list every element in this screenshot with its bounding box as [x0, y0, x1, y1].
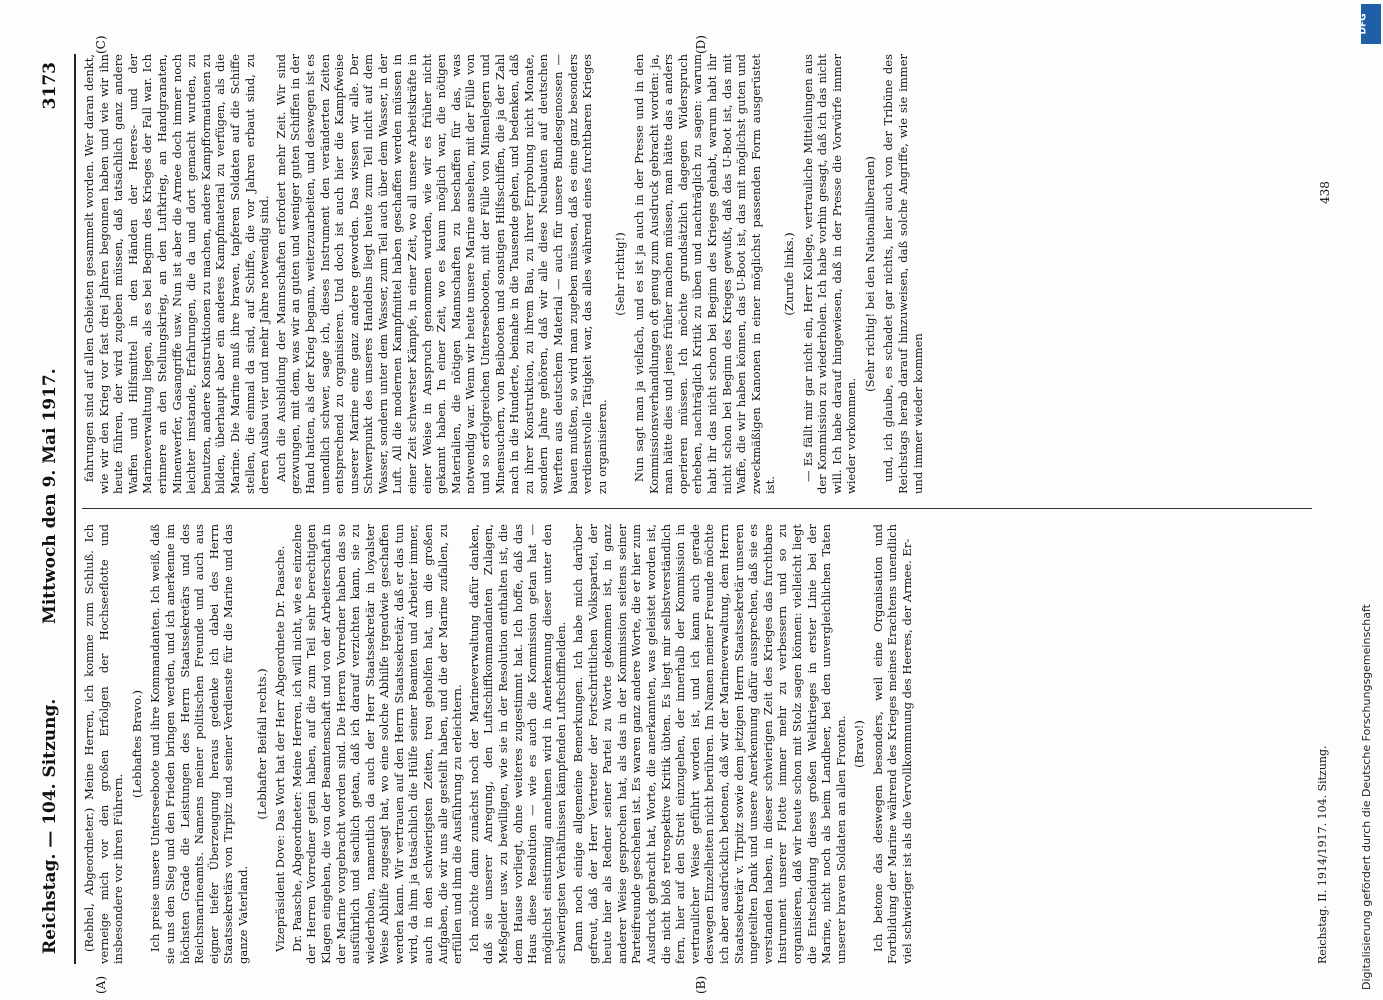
interjection: (Lebhafter Beifall rechts.): [254, 668, 269, 820]
header-left: Reichstag. — 104. Sitzung.: [40, 698, 60, 954]
interjection: (Sehr richtig! bei den Nationalliberalen): [862, 156, 877, 392]
interjection: (Sehr richtig!): [613, 232, 628, 316]
interjection: (Zurufe links.): [781, 232, 796, 316]
paragraph: Vizepräsident Dove: Das Wort hat der Herr Abgeordnete Dr. Paasche.: [273, 545, 288, 952]
paragraph: Auch die Ausbildung der Mannschaften erfordert mehr Zeit. Wir sind gezwungen, mit dem, was wir an guten und weniger guten Schiffen in der Hand hatten, als der Krieg begann, weiterzuarbeiten, und deswegen ist es unendlich schwer, sage ich, dieses Instrument den veränderten Zeiten entsprechend zu organisieren. Und doch ist auch hier die Kampfweise unserer Marine eine ganz andere geworden. Das wissen wir alle. Der Schwerpunkt des unseres Handelns liegt heute zum Teil nicht auf dem Wasser, sondern unter dem Wasser, zum Teil auch über dem Wasser, in der Luft. All die modernen Kampfmittel haben geschaffen werden müssen in einer Zeit schwerster Kämpfe, in einer Zeit, wo all unsere Arbeitskräfte in einer Weise in Anspruch genommen wurden, wie wir es früher nicht gekannt haben. In einer Zeit, wo es kaum möglich war, die nötigen Materialien, die nötigen Mannschaften zu beschaffen für das, was notwendig war. Wenn wir heute unsere Marine ansehen, mit der Fülle von und so erfolgreichen Unterseebooten, mit der Fülle von Minenlegern und Minensuchern, von Beibooten und sonstigen Hilfsschiffen, die ja der Zahl nach in die Hunderte, beinahe in die Tausende gehen, und bedenken, daß zu ihrer Konstruktion, zu ihrem Bau, zu ihrer Erprobung nicht Monate, sondern Jahre gehören, daß wir alle diese Neubauten auf deutschen Werften aus deutschem Material — auch für unsere Bundesgenossen — bauen mußten, so wird man zugeben müssen, daß es eine ganz besonders verdienstvolle Tätigkeit war, das alles während eines furchtbaren Krieges zu organisieren.: [273, 54, 609, 494]
dfg-logo-text: DFG: [1358, 13, 1369, 35]
digitization-credit: Digitalisierung gefördert durch die Deutsche Forschungsgemeinschaft: [1360, 604, 1373, 990]
header-page-number: 3173: [40, 62, 60, 110]
rotated-page: [34, 35, 1334, 994]
dfg-logo: [1358, 4, 1381, 44]
paragraph: fahrungen sind auf allen Gebieten gesammelt worden. Wer daran denkt, wie wir den Krieg vor fast drei Jahren begonnen haben und wie wir ihn heute führen, der wird zugeben müssen, daß tatsächlich ganz andere Waffen und Hilfsmittel in den Händen der Heeres- und der Marineverwaltung liegen, als es bei Beginn des Krieges der Fall war. Ich erinnere an den Stellungskrieg, an den Luftkrieg, an Handgranaten, Minenwerfer, Gasangriffe usw. Nun ist aber die Armee doch immer noch leichter imstande, Erfahrungen, die da und dort gemacht wurden, zu benutzen, andere Konstruktionen zu machen, andere Kampfformationen zu bilden, überhaupt aber ein anderes Kampfmaterial zu verfügen, als die Marine. Die Marine muß ihre braven, tapferen Soldaten auf die Schiffe stellen, die einmal da sind, auf Schiffe, die vor Jahren erbaut sind, zu deren Ausbau vier und mehr Jahre notwendig sind.: [82, 54, 272, 494]
interjection: (Bravo!): [852, 720, 867, 768]
footer-page-number: 438: [1318, 181, 1332, 204]
interjection: (Lebhaftes Bravo.): [129, 690, 144, 798]
paragraph: Nun sagt man ja vielfach, und es ist ja auch in der Presse und in den Kommissionsverhandlungen oft genug zum Ausdruck gebracht worden: ja, man hätte dies und jenes früher machen müssen, man hätte das a anders operieren müssen. Ich möchte grundsätzlich dagegen Widerspruch erheben, nachträglich Kritik zu üben und nachträglich zu sagen: warum habt ihr das nicht schon bei Beginn des Krieges gehabt, warum habt ihr nicht schon bei Beginn des Krieges gewußt, daß das U-Boot ist, das mit Waffe, die wir haben können, das U-Boot ist, das mit möglichst guten und zweckmäßigen Kanonen in einer möglichst passenden Form ausgerüstet ist.: [631, 54, 778, 494]
paragraph: Dr. Paasche, Abgeordneter: Meine Herren, ich will nicht, wie es einzelne der Herren Vorredner getan haben, auf die zum Teil sehr berechtigten Klagen eingehen, die von der Beamtenschaft und von der Arbeiterschaft in der Marine vorgebracht worden sind. Die Herren Vorredner haben das so ausführlich und sachlich getan, daß ich darauf verzichten kann, sie zu wiederholen, namentlich da auch der Herr Staatssekretär in loyalster Weise Abhilfe zugesagt hat, wo eine solche Abhilfe irgendwie geschaffen werden kann. Wir vertrauen auf den Herrn Staatssekretär, daß er das tun wird, da ihm ja tatsächlich die Hülfe seiner Beamten und Arbeiter immer, auch in den schwierigsten Zeiten, treu geholfen hat, um die großen Aufgaben, die wir uns alle gestellt haben, und die der Marine zufallen, zu erfüllen und ihm die Ausführung zu erleichtern.: [289, 524, 465, 964]
paragraph: Ich betone das deswegen besonders, weil eine Organisation und Fortbildung der Marine während des Krieges meines Erachtens unendlich viel schwieriger ist als die Vervollkommnung des Heeres, der Armee. Er-: [870, 524, 915, 964]
paragraph: (Rebhel, Abgeordneter.) Meine Herren, ich komme zum Schluß. Ich verneige mich vor den großen Erfolgen der Hochseeflotte und insbesondere vor ihren Führern.: [82, 524, 126, 964]
margin-marker-a: (A): [94, 975, 108, 994]
header-rule: [74, 54, 76, 964]
paragraph: Dann noch einige allgemeine Bemerkungen. Ich habe mich darüber gefreut, daß der Herr Vertreter der Fortschrittlichen Volkspartei, der heute hier als Redner seiner Partei zu Worte gekommen ist, in ganz anderer Weise gesprochen hat, als das in der Kommission seitens seiner Parteifreunde geschehen ist. Es waren ganz andere Worte, die er hier zum Ausdruck gebracht hat, Worte, die anerkannten, was geleistet worden ist, die nicht bloß retrospektive Kritik übten. Es liegt mir selbstverständlich fern, hier auf den Streit einzugehen, der innerhalb der Kommission in vertraulicher Weise geführt worden ist, und ich kann auch gerade deswegen Einzelheiten nicht berühren. Im Namen meiner Freunde möchte ich aber ausdrücklich betonen, daß wir der Marineverwaltung, dem Herrn Staatssekretär v. Tirpitz sowie dem jetzigen Herrn Staatssekretär unseren ungeteilten Dank und unsere Anerkennung dafür aussprechen, daß sie es verstanden haben, in dieser schwierigen Zeit des Krieges das furchtbare Instrument unserer Flotte immer mehr zu verbessern und so zu organisieren, daß wir heute schon mit Stolz sagen können: vielleicht liegt die Entscheidung dieses großen Weltkrieges in erster Linie bei der Marine, nicht noch als beim Landheer, bei den unvergleichlichen Taten unserer braven Soldaten an allen Fronten.: [571, 524, 848, 964]
right-column: [82, 54, 1312, 494]
paragraph: Ich möchte dann zunächst noch der Marineverwaltung dafür danken, daß sie unserer Anregung, den Luftschiffkommandanten Zulagen, Meßgelder usw. zu bewilligen, wie sie in der Resolution enthalten ist, die dem Hause vorliegt, ohne weiteres zugestimmt hat. Ich hoffe, daß das Haus diese Resolution — wie es auch die Kommission getan hat — möglichst einstimmig annehmen wird in Anerkennung dieser unter den schwierigsten Verhältnissen kämpfenden Luftschiffhelden.: [466, 524, 569, 964]
header-date: Mittwoch den 9. Mai 1917.: [40, 368, 60, 624]
page-footer: Reichstag. II. 1914/1917. 104. Sitzung.: [1316, 745, 1329, 964]
margin-marker-b: (B): [694, 975, 708, 994]
paragraph: — Es fällt mir gar nicht ein, Herr Kollege, vertrauliche Mitteilungen aus der Kommission zu wiederholen. Ich habe vorhin gesagt, daß ich das nicht will. Ich habe darauf hingewiesen, daß in der Presse die Vorwürfe immer wieder vorkommen.: [800, 54, 859, 494]
paragraph: und, ich glaube, es schadet gar nichts, hier auch von der Tribüne des Reichstags herab darauf hinzuweisen, daß solche Angriffe, wie sie immer und immer wieder kommen: [881, 54, 925, 494]
margin-marker-d: (D): [694, 35, 708, 54]
paragraph: Ich preise unsere Unterseeboote und ihre Kommandanten. Ich weiß, daß sie uns den Sieg und den Frieden bringen werden, und ich anerkenne im höchsten Grade die Leistungen des Herrn Staatssekretärs und des Reichsmarineamts. Namens meiner politischen Freunde und auch aus eigner tiefer Überzeugung heraus gedenke ich dabei des Herrn Staatssekretärs von Tirpitz und seiner Verdienste für die Marine und das ganze Vaterland.: [148, 524, 250, 964]
left-column: [82, 524, 1312, 964]
page-header: [34, 54, 70, 964]
column-divider: [82, 508, 1312, 509]
margin-marker-c: (C): [94, 35, 108, 54]
